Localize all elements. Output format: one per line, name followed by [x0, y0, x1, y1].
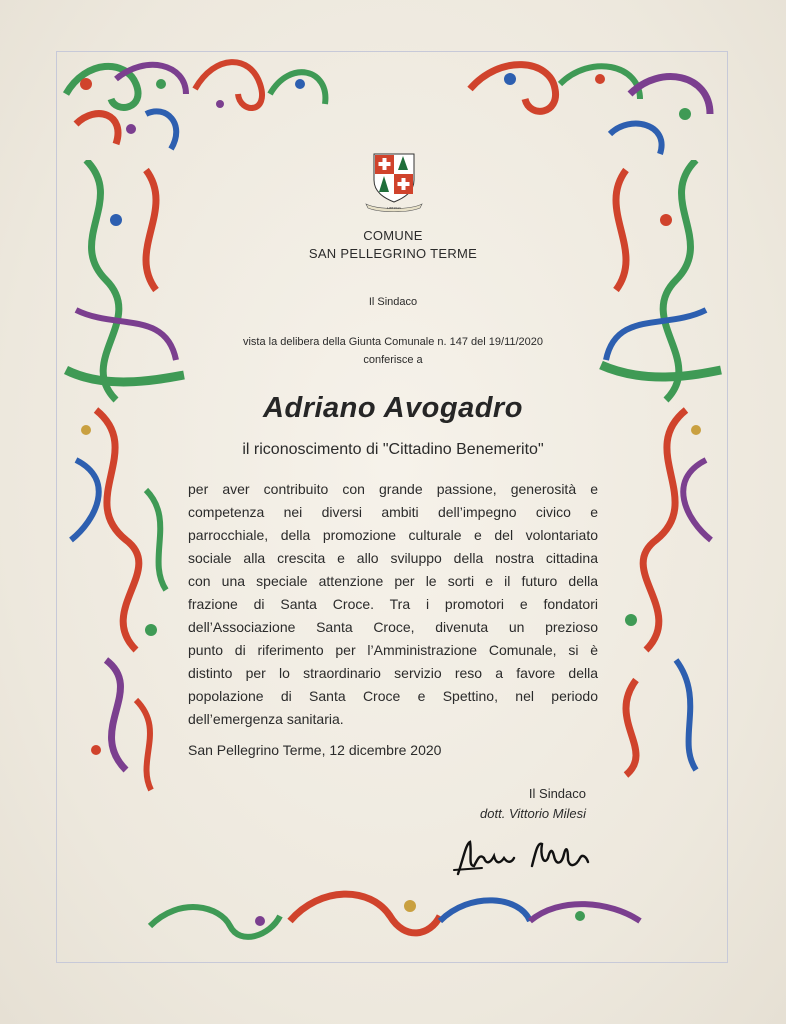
signatory-name: dott. Vittorio Milesi [480, 806, 586, 821]
recipient-name: Adriano Avogadro [263, 392, 523, 424]
motivation-line: frazione di Santa Croce. Tra i promotori e fondatori [188, 596, 598, 612]
ornament-top-center-left-icon [190, 54, 340, 124]
motivation-line: dell’emergenza sanitaria. [188, 711, 344, 727]
confers-text: conferisce a [363, 354, 423, 366]
motivation-line: punto di riferimento per l’Amministrazione Comunale, si è [188, 642, 598, 658]
signatory-role: Il Sindaco [528, 786, 586, 801]
crest-motto: LIBERTAS [387, 206, 401, 210]
motivation-line: con una speciale attenzione per le sorti e il futuro della [188, 573, 598, 589]
comune-label: COMUNE [363, 228, 423, 243]
ornament-top-right-icon [460, 54, 726, 164]
handwritten-signature-icon [452, 836, 602, 880]
motivation-line: popolazione di Santa Croce e Spettino, nel periodo [188, 688, 598, 704]
motivation-line: distinto per lo straordinario servizio reso a favore della [188, 665, 598, 681]
motivation-line: dell’Associazione Santa Croce, divenuta un prezioso [188, 619, 598, 635]
motivation-paragraph [188, 478, 598, 731]
resolution-text: vista la delibera della Giunta Comunale n. 147 del 19/11/2020 [242, 336, 544, 348]
recognition-title: il riconoscimento di "Cittadino Benemerito" [242, 441, 544, 458]
comune-name: SAN PELLEGRINO TERME [308, 246, 478, 261]
motivation-line: per aver contribuito con grande passione, generosità e [188, 481, 598, 497]
municipal-crest-icon [358, 150, 430, 214]
issuer-title: Il Sindaco [368, 296, 418, 308]
motivation-line: competenza nei diversi ambiti dell’impegno civico e [188, 504, 598, 520]
motivation-line: parrocchiale, della promozione culturale e del volontariato [188, 527, 598, 543]
place-date: San Pellegrino Terme, 12 dicembre 2020 [188, 742, 442, 758]
motivation-line: sociale alla crescita e allo sviluppo della nostra cittadina [188, 550, 598, 566]
ornament-top-left-icon [56, 54, 196, 164]
